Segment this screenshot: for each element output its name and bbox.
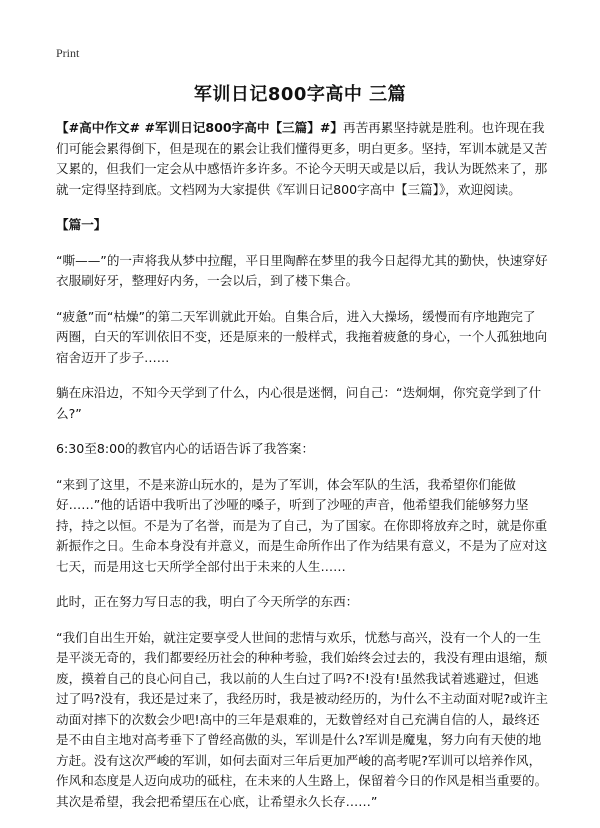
paragraph: “我们自出生开始，就注定要享受人世间的悲情与欢乐，忧愁与高兴，没有一个人的一生是平淡无奇的，我们都要经历社会的种种考验，我们始终会过去的，我没有理由退缩，颓废，摸着自己的良心问自己，我以前的人生白过了吗?不!没有!虽然我试着逃避过，但逃过了吗?没有，我还是过来了，我经历时，我是被动经历的，为什么不主动面对呢?或许主动面对摔下的次数会少吧!高中的三年是艰难的，无数曾经对自己充满自信的人，最终还是不由自主地对高考垂下了曾经高傲的头，军训是什么?军训是魔鬼，努力向有天使的地方赶。没有这次严峻的军训，如何去面对三年后更加严峻的高考呢?军训可以培养作风，作风和态度是人迈向成功的砥柱，在未来的人生路上，保留着今日的作风是相当重要的。其次是希望，我会把希望压在心底，让希望永久长存……” <box>56 629 548 809</box>
print-link[interactable]: Print <box>56 46 80 60</box>
paragraph: “来到了这里，不是来游山玩水的，是为了军训，体会军队的生活，我希望你们能做好……”他的话语中我听出了沙哑的嗓子，听到了沙哑的声音，他希望我们能够努力坚持，持之以恒。不是为了名誉，而是为了自己，为了国家。在你即将放弃之时，就是你重新振作之日。生命本身没有并意义，而是生命所作出了作为结果有意义，不是为了应对这七天，而是用这七天所学全部付出于未来的人生…… <box>56 476 548 574</box>
paragraph: “嘶——”的一声将我从梦中拉醒，平日里陶醉在梦里的我今日起得尤其的勤快，快速穿好衣服刷好牙，整理好内务，一会以后，到了楼下集合。 <box>56 252 548 288</box>
paragraph: “疲惫”而“枯燥”的第二天军训就此开始。自集合后，进入大操场，缓慢而有序地跑完了两圈，白天的军训依旧不变，还是原来的一般样式，我拖着疲惫的身心，一个人孤独地向宿舍迈开了步子…… <box>56 308 548 365</box>
page-title: 军训日记800字高中 三篇 <box>193 84 407 105</box>
intro-paragraph <box>56 118 548 200</box>
article-body <box>56 118 548 827</box>
intro-tags: 【#高中作文# #军训日记800字高中【三篇】#】 <box>56 120 343 135</box>
paragraph: 此时，正在努力写日志的我，明白了今天所学的东西： <box>56 594 359 609</box>
paragraph: 躺在床沿边，不知今天学到了什么，内心很是迷惘，问自己：“迭炯炯，你究竟学到了什么?” <box>56 385 542 421</box>
section-heading: 【篇一】 <box>56 217 107 232</box>
paragraph: 6:30至8:00的教官内心的话语告诉了我答案： <box>56 441 315 456</box>
intro-text: 再苦再累坚持就是胜利。也许现在我们可能会累得倒下，但是现在的累会让我们懂得更多，明白更多。坚持，军训本就是又苦又累的，但我们一定会从中感悟许多许多。不论今天明天或是以后，我认为既然来了，那就一定得坚持到底。文档网为大家提供《军训日记800字高中【三篇】》，欢迎阅读。 <box>56 120 548 197</box>
